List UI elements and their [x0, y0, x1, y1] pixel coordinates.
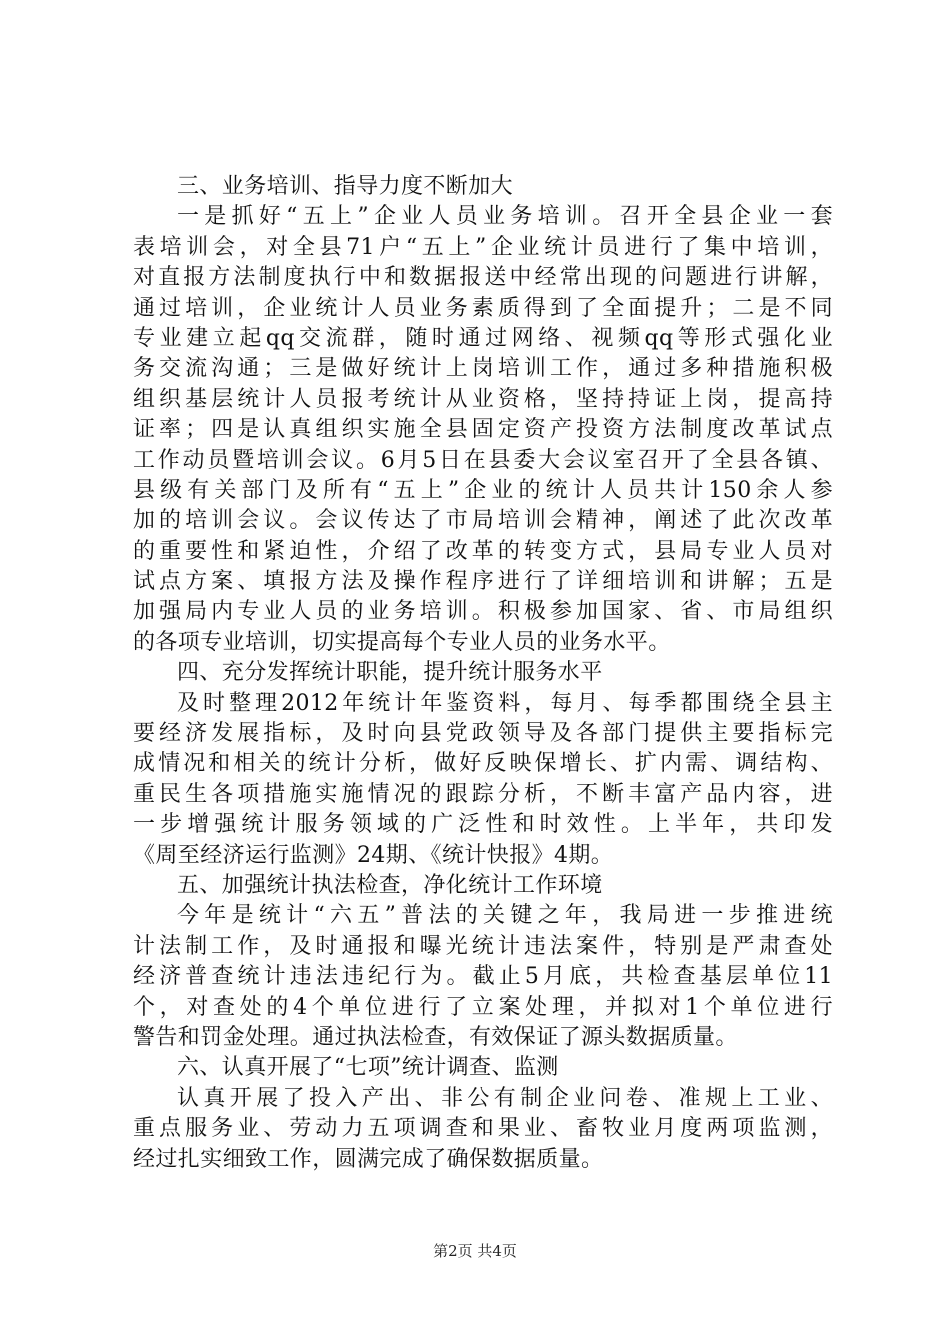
text-line: 个，对查处的4个单位进行了立案处理，并拟对1个单位进行: [133, 994, 833, 1020]
text-line: 组织基层统计人员报考统计从业资格，坚持持证上岗，提高持: [133, 386, 833, 412]
text-line: 加强局内专业人员的业务培训。积极参加国家、省、市局组织: [133, 599, 833, 625]
text-line: 经过扎实细致工作，圆满完成了确保数据质量。: [133, 1146, 604, 1172]
document-body: [133, 172, 833, 1175]
text-line: 要经济发展指标，及时向县党政领导及各部门提供主要指标完: [133, 721, 833, 747]
page-footer: 第2页 共4页: [433, 1242, 517, 1260]
text-line: 的重要性和紧迫性，介绍了改革的转变方式，县局专业人员对: [133, 538, 833, 564]
text-line: 今年是统计“六五”普法的关键之年，我局进一步推进统: [177, 903, 833, 929]
text-line: 专业建立起qq交流群，随时通过网络、视频qq等形式强化业: [133, 325, 833, 351]
text-line: 《周至经济运行监测》24期、《统计快报》4期。: [133, 842, 614, 868]
text-line: 通过培训，企业统计人员业务素质得到了全面提升；二是不同: [133, 295, 833, 321]
text-line: 认真开展了投入产出、非公有制企业问卷、准规上工业、: [177, 1085, 833, 1111]
text-line: 四、充分发挥统计职能，提升统计服务水平: [177, 660, 603, 686]
text-line: 对直报方法制度执行中和数据报送中经常出现的问题进行讲解，: [133, 265, 833, 291]
text-line: 重民生各项措施实施情况的跟踪分析，不断丰富产品内容，进: [133, 781, 833, 807]
text-line: 计法制工作，及时通报和曝光统计违法案件，特别是严肃查处: [133, 933, 833, 959]
text-line: 县级有关部门及所有“五上”企业的统计人员共计150余人参: [133, 477, 833, 503]
text-line: 警告和罚金处理。通过执法检查，有效保证了源头数据质量。: [133, 1024, 738, 1050]
text-line: 经济普查统计违法违纪行为。截止5月底，共检查基层单位11: [133, 964, 833, 990]
text-line: 工作动员暨培训会议。6月5日在县委大会议室召开了全县各镇、: [133, 447, 833, 473]
text-line: 及时整理2012年统计年鉴资料，每月、每季都围绕全县主: [177, 690, 833, 716]
text-line: 六、认真开展了“七项”统计调查、监测: [177, 1055, 559, 1081]
text-line: 证率；四是认真组织实施全县固定资产投资方法制度改革试点: [133, 417, 833, 443]
text-line: 务交流沟通；三是做好统计上岗培训工作，通过多种措施积极: [133, 356, 833, 382]
text-line: 的各项专业培训，切实提高每个专业人员的业务水平。: [133, 629, 671, 655]
text-line: 成情况和相关的统计分析，做好反映保增长、扩内需、调结构、: [133, 751, 833, 777]
text-line: 一是抓好“五上”企业人员业务培训。召开全县企业一套: [177, 204, 833, 230]
text-line: 加的培训会议。会议传达了市局培训会精神，阐述了此次改革: [133, 508, 833, 534]
text-line: 试点方案、填报方法及操作程序进行了详细培训和讲解；五是: [133, 569, 833, 595]
text-line: 一步增强统计服务领域的广泛性和时效性。上半年，共印发: [133, 812, 833, 838]
text-line: 表培训会，对全县71户“五上”企业统计员进行了集中培训，: [133, 234, 833, 260]
text-line: 重点服务业、劳动力五项调查和果业、畜牧业月度两项监测，: [133, 1116, 833, 1142]
text-line: 五、加强统计执法检查，净化统计工作环境: [177, 872, 603, 898]
text-line: 三、业务培训、指导力度不断加大: [177, 174, 514, 199]
